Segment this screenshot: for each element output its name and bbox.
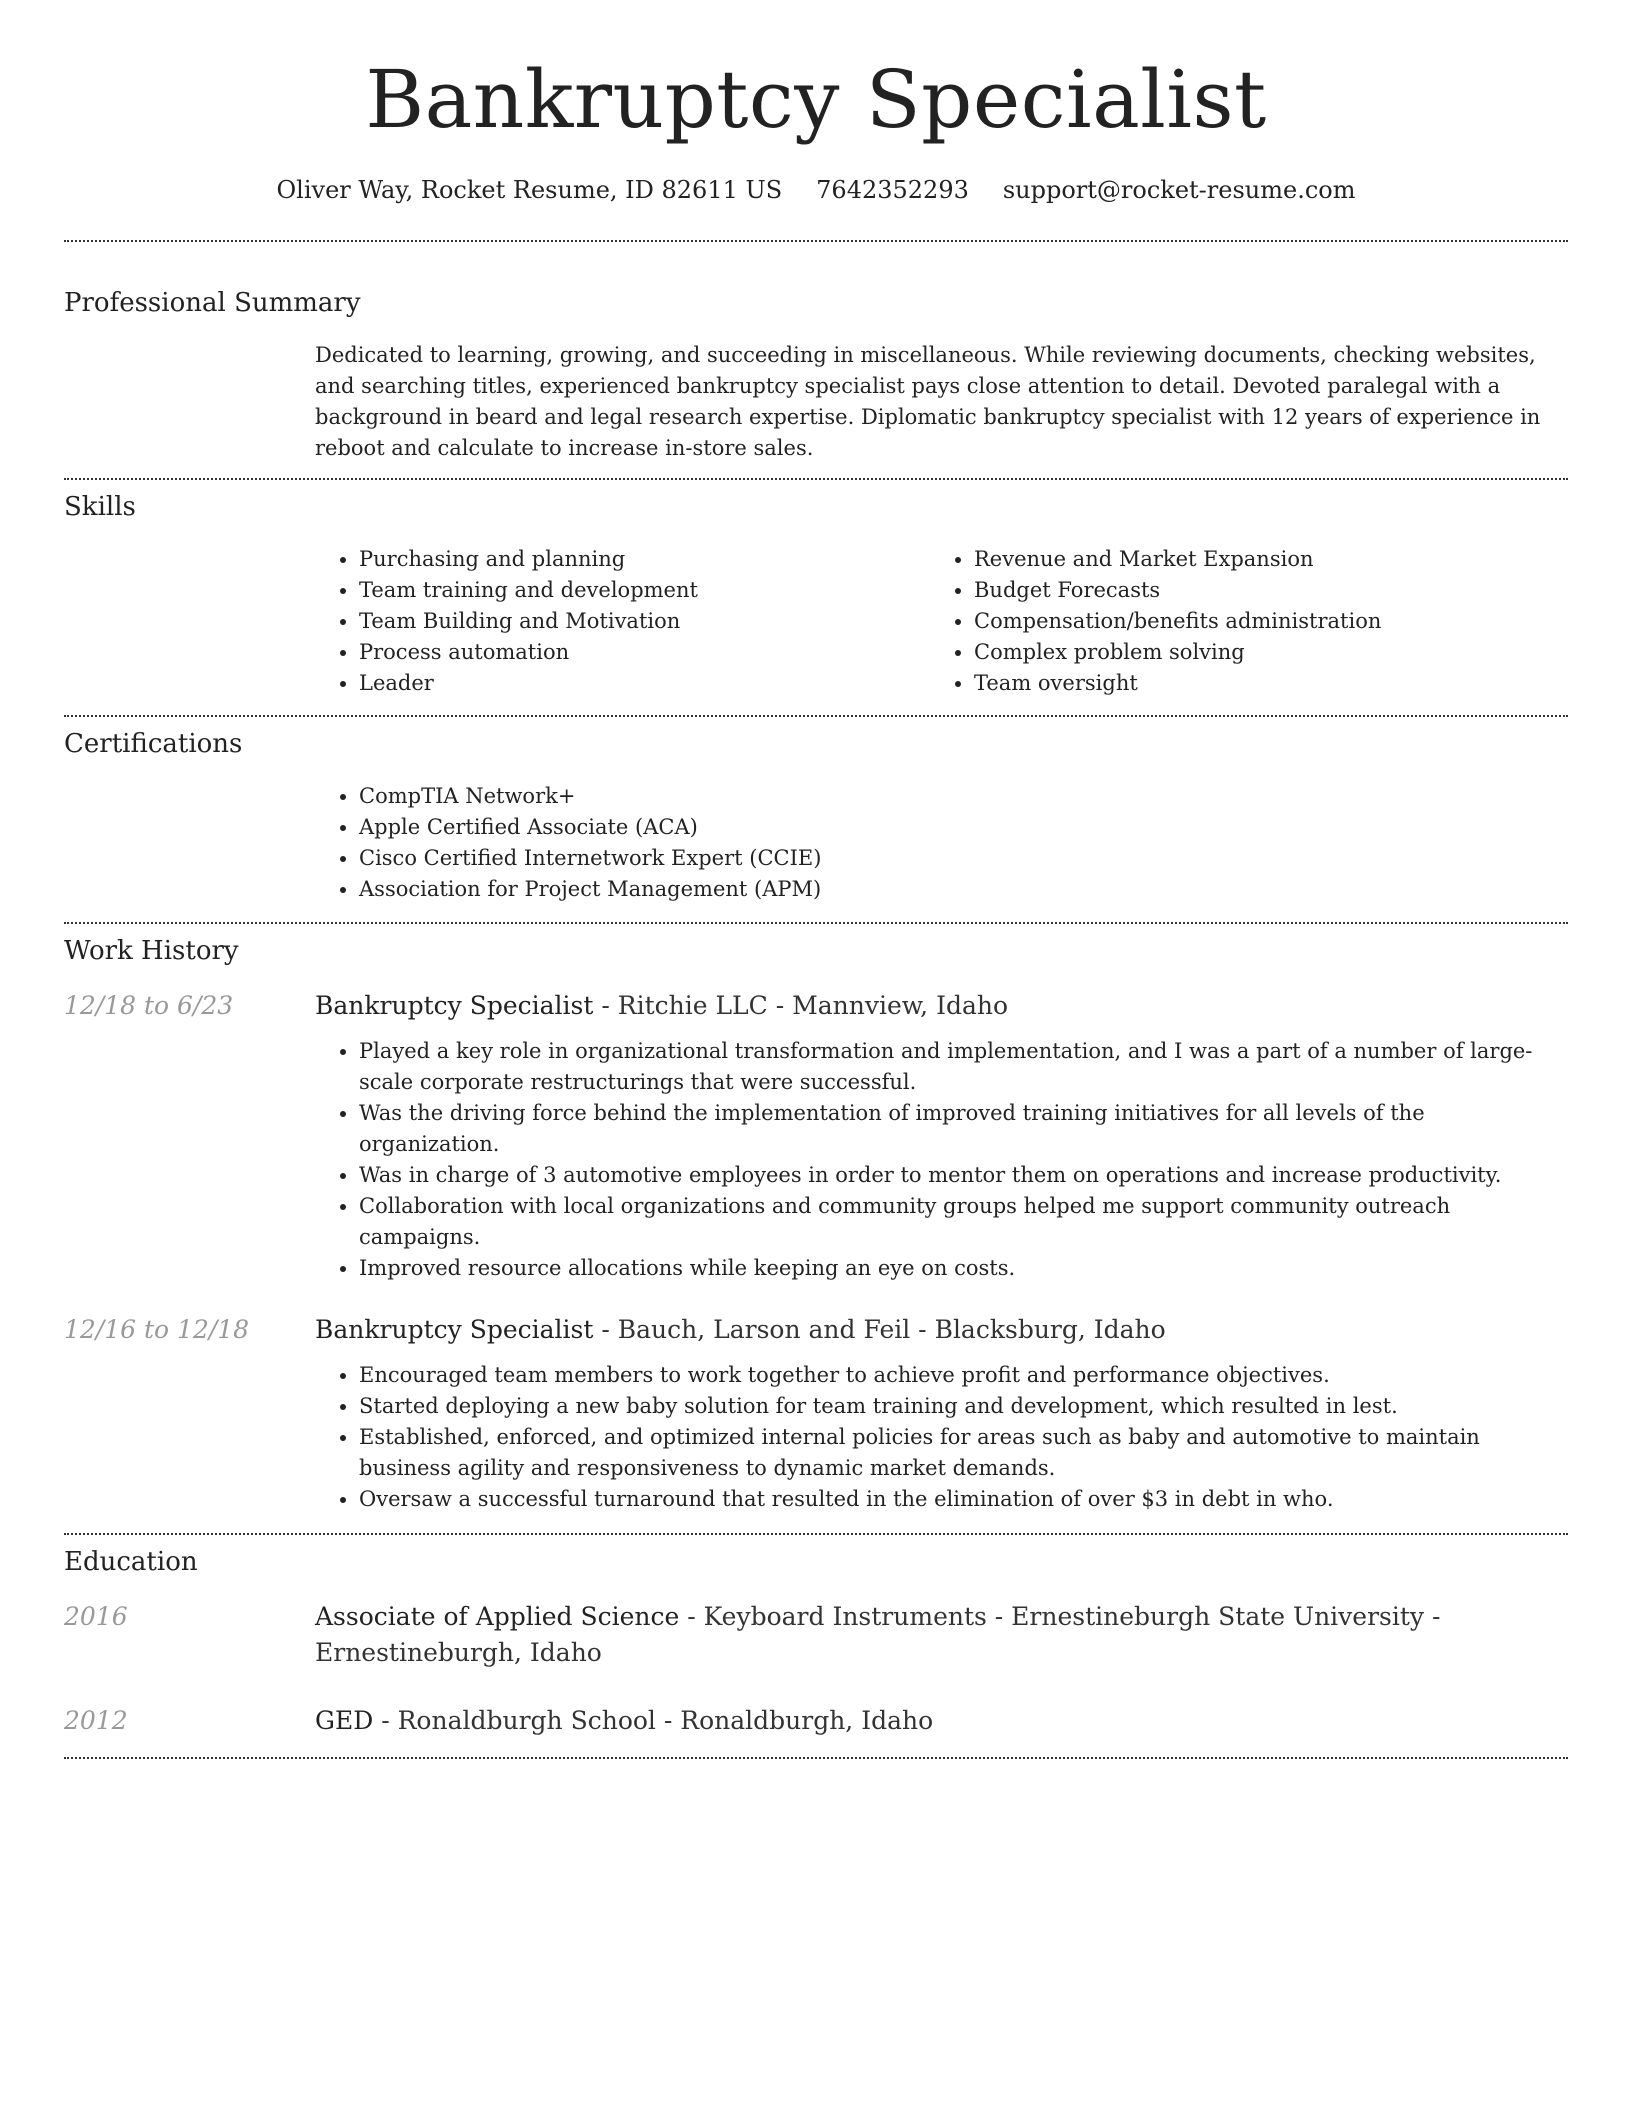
certification-item: • CompTIA Network+ <box>359 781 1568 812</box>
divider <box>64 240 1568 242</box>
skills-list-right <box>930 544 1568 699</box>
education-degree: Associate of Applied Science <box>315 1602 680 1631</box>
job-bullet: • Played a key role in organizational transformation and implementation, and I was a part of a number of large-scale corporate restructurings that were successful. <box>359 1036 1568 1098</box>
certifications-section <box>64 727 1568 905</box>
education-details: - Ronaldburgh School - Ronaldburgh, Idaho <box>373 1706 934 1735</box>
skill-item: • Team Building and Motivation <box>359 606 930 637</box>
job-bullet: • Encouraged team members to work together to achieve profit and performance objectives. <box>359 1360 1568 1391</box>
job-bullet: • Was in charge of 3 automotive employees in order to mentor them on operations and increase productivity. <box>359 1160 1568 1191</box>
contact-phone: 7642352293 <box>816 176 969 204</box>
job-entry <box>64 1312 1568 1515</box>
skill-item: • Complex problem solving <box>974 637 1568 668</box>
job-bullet: • Oversaw a successful turnaround that resulted in the elimination of over $3 in debt in who. <box>359 1484 1568 1515</box>
job-title <box>315 1312 1568 1348</box>
work-history-section <box>64 934 1568 1515</box>
summary-section <box>64 286 1568 464</box>
summary-text: Dedicated to learning, growing, and succeeding in miscellaneous. While reviewing documents, checking websites, and searching titles, experienced bankruptcy specialist pays close attention to detail. Devoted paralegal with a background in beard and legal research expertise. Diplomatic bankruptcy specialist with 12 years of experience in reboot and calculate to increase in-store sales. <box>315 343 1541 460</box>
skill-item: • Revenue and Market Expansion <box>974 544 1568 575</box>
job-entry <box>64 988 1568 1284</box>
skills-list-left <box>315 544 930 699</box>
job-details: - Bauch, Larson and Feil - Blacksburg, Idaho <box>593 1315 1166 1344</box>
education-year: 2016 <box>64 1602 128 1631</box>
certification-item: • Cisco Certified Internetwork Expert (CCIE) <box>359 843 1568 874</box>
job-bullet: • Was the driving force behind the implementation of improved training initiatives for all levels of the organization. <box>359 1098 1568 1160</box>
education-title <box>315 1703 1568 1739</box>
education-year: 2012 <box>64 1706 128 1735</box>
education-entry <box>64 1703 1568 1739</box>
skill-item: • Team oversight <box>974 668 1568 699</box>
skill-item: • Process automation <box>359 637 930 668</box>
contact-line <box>64 174 1568 206</box>
section-title-work-history: Work History <box>64 936 239 966</box>
contact-email: support@rocket-resume.com <box>1002 176 1356 204</box>
job-bullet: • Improved resource allocations while keeping an eye on costs. <box>359 1253 1568 1284</box>
education-title <box>315 1599 1568 1671</box>
divider <box>64 715 1568 717</box>
divider <box>64 1757 1568 1759</box>
certification-item: • Association for Project Management (APM) <box>359 874 1568 905</box>
divider <box>64 478 1568 480</box>
contact-address: Oliver Way, Rocket Resume, ID 82611 US <box>276 176 783 204</box>
section-title-skills: Skills <box>64 492 136 522</box>
education-section <box>64 1545 1568 1739</box>
job-bullet: • Started deploying a new baby solution for team training and development, which resulted in lest. <box>359 1391 1568 1422</box>
job-role: Bankruptcy Specialist <box>315 1315 594 1344</box>
skill-item: • Purchasing and planning <box>359 544 930 575</box>
job-dates: 12/18 to 6/23 <box>64 991 234 1020</box>
skill-item: • Budget Forecasts <box>974 575 1568 606</box>
skill-item: • Leader <box>359 668 930 699</box>
job-role: Bankruptcy Specialist <box>315 991 594 1020</box>
education-entry <box>64 1599 1568 1671</box>
job-title <box>315 988 1568 1024</box>
job-bullets <box>315 1036 1568 1284</box>
section-title-certifications: Certifications <box>64 729 243 759</box>
job-dates: 12/16 to 12/18 <box>64 1315 250 1344</box>
education-degree: GED <box>315 1706 374 1735</box>
skills-section <box>64 490 1568 699</box>
certifications-list <box>315 781 1568 905</box>
job-bullet: • Collaboration with local organizations and community groups helped me support community outreach campaigns. <box>359 1191 1568 1253</box>
job-bullets <box>315 1360 1568 1515</box>
education-details: - Keyboard Instruments - Ernestineburgh State University - Ernestineburgh, Idaho <box>315 1602 1441 1667</box>
skill-item: • Team training and development <box>359 575 930 606</box>
skill-item: • Compensation/benefits administration <box>974 606 1568 637</box>
certification-item: • Apple Certified Associate (ACA) <box>359 812 1568 843</box>
divider <box>64 922 1568 924</box>
job-bullet: • Established, enforced, and optimized internal policies for areas such as baby and automotive to maintain business agility and responsiveness to dynamic market demands. <box>359 1422 1568 1484</box>
section-title-education: Education <box>64 1547 198 1577</box>
job-details: - Ritchie LLC - Mannview, Idaho <box>593 991 1009 1020</box>
section-title-summary: Professional Summary <box>64 288 361 318</box>
divider <box>64 1533 1568 1535</box>
resume-name: Bankruptcy Specialist <box>365 53 1267 146</box>
